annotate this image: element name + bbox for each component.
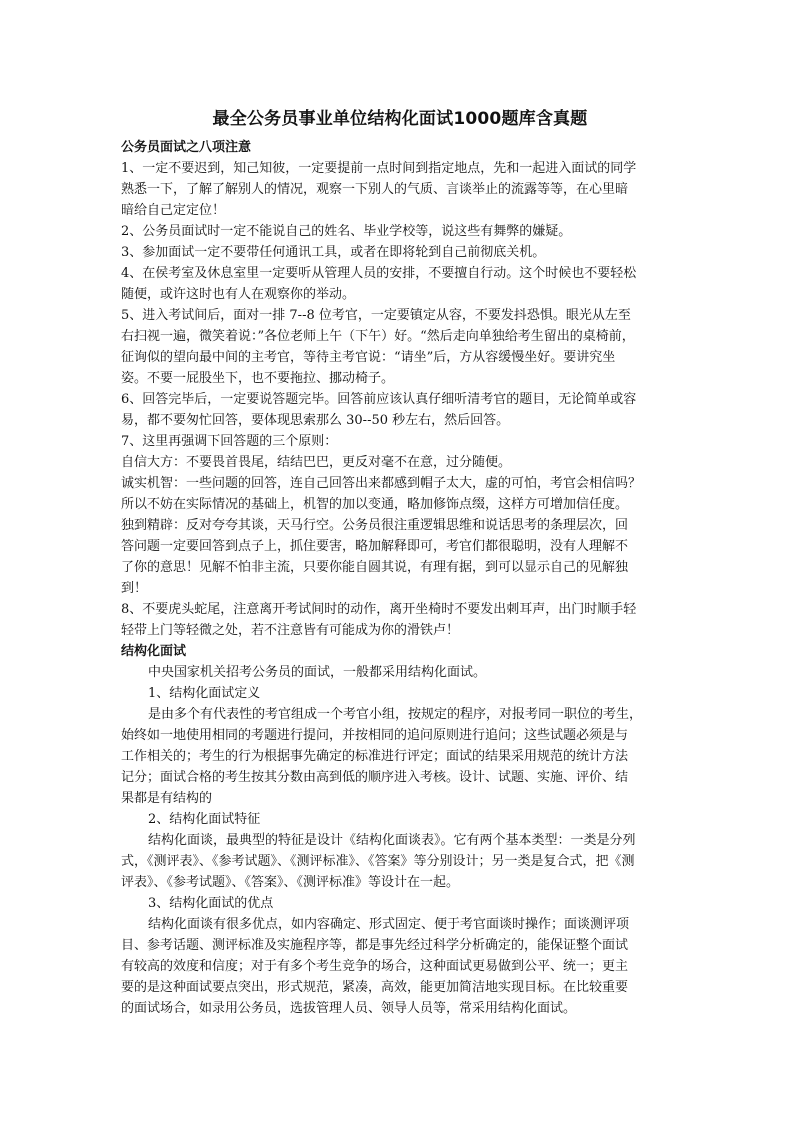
text-line: 4、在侯考室及休息室里一定要听从管理人员的安排，不要擅自行动。这个时候也不要轻松 [121, 266, 637, 281]
text-line: 所以不妨在实际情况的基础上，机智的加以变通，略加修饰点缀，这样方可增加信任度。 [121, 497, 629, 512]
text-line: 5、进入考试间后，面对一排 7--8 位考官，一定要镇定从容，不要发抖恐惧。眼光从左至 [121, 308, 631, 323]
text-line: 7、这里再强调下回答题的三个原则： [121, 434, 338, 449]
text-line: 8、不要虎头蛇尾，注意离开考试间时的动作，离开坐椅时不要发出刺耳声，出门时顺手轻 [121, 602, 637, 617]
text-line: 始终如一地使用相同的考题进行提问，并按相同的追问原则进行追问；这些试题必须是与 [121, 728, 629, 743]
text-line: 是由多个有代表性的考官组成一个考官小组，按规定的程序，对报考同一职位的考生， [148, 707, 643, 722]
section-heading-eight-notes: 公务员面试之八项注意 [121, 140, 252, 155]
text-line: 随便，或许这时也有人在观察你的举动。 [121, 287, 356, 302]
text-line: 易，都不要匆忙回答，要体现思索那么 30--50 秒左右，然后回答。 [121, 413, 510, 428]
text-line: 暗给自己定定位！ [121, 203, 226, 218]
subheading-definition: 1、结构化面试定义 [148, 686, 261, 701]
text-line: 中央国家机关招考公务员的面试，一般都采用结构化面试。 [148, 665, 487, 680]
text-line: 果都是有结构的 [121, 791, 213, 806]
text-line: 要的是这种面试要点突出，形式规范，紧凑，高效，能更加简洁地实现目标。在比较重要 [121, 980, 629, 995]
text-line: 到！ [121, 581, 148, 596]
text-line: 目、参考话题、测评标准及实施程序等，都是事先经过科学分析确定的，能保证整个面试 [121, 938, 629, 953]
subheading-features: 2、结构化面试特征 [148, 812, 261, 827]
text-line: 结构化面谈有很多优点，如内容确定、形式固定、便于考官面谈时操作；面谈测评项 [148, 917, 630, 932]
text-line: 熟悉一下，了解了解别人的情况，观察一下别人的气质、言谈举止的流露等等，在心里暗 [121, 182, 629, 197]
text-line: 评表》、《参考试题》、《答案》、《测评标准》等设计在一起。 [121, 875, 460, 890]
text-line: 2、公务员面试时一定不能说自己的姓名、毕业学校等，说这些有舞弊的嫌疑。 [121, 224, 572, 239]
text-line: 答问题一定要回答到点子上，抓住要害，略加解释即可，考官们都很聪明，没有人理解不 [121, 539, 629, 554]
text-line: 轻带上门等轻微之处，若不注意皆有可能成为你的滑铁卢！ [121, 623, 460, 638]
text-line: 右扫视一遍，微笑着说：”各位老师上午（下午）好。“然后走向单独给考生留出的桌椅前， [121, 329, 635, 344]
section-heading-structured-interview: 结构化面试 [121, 644, 187, 659]
document-title: 最全公务员事业单位结构化面试1000题库含真题 [212, 109, 588, 129]
text-line: 独到精辟：反对夸夸其谈，天马行空。公务员很注重逻辑思维和说话思考的条理层次，回 [121, 518, 629, 533]
text-line: 诚实机智：一些问题的回答，连自己回答出来都感到帽子太大，虚的可怕，考官会相信吗？ [121, 476, 642, 491]
subheading-advantages: 3、结构化面试的优点 [148, 896, 274, 911]
text-line: 记分；面试合格的考生按其分数由高到低的顺序进入考核。设计、试题、实施、评价、结 [121, 770, 629, 785]
text-line: 1、一定不要迟到，知己知彼，一定要提前一点时间到指定地点，先和一起进入面试的同学 [121, 161, 637, 176]
text-line: 的面试场合，如录用公务员，选拔管理人员、领导人员等，常采用结构化面试。 [121, 1001, 577, 1016]
text-line: 了你的意思！见解不怕非主流，只要你能自圆其说，有理有据，到可以显示自己的见解独 [121, 560, 629, 575]
text-line: 6、回答完毕后，一定要说答题完毕。回答前应该认真仔细听清考官的题目，无论简单或容 [121, 392, 637, 407]
text-line: 3、参加面试一定不要带任何通讯工具，或者在即将轮到自己前彻底关机。 [121, 245, 546, 260]
text-line: 有较高的效度和信度；对于有多个考生竞争的场合，这种面试更易做到公平、统一；更主 [121, 959, 629, 974]
text-line: 式，《测评表》、《参考试题》、《测评标准》、《答案》等分别设计；另一类是复合式，把《测 [121, 854, 635, 869]
text-line: 征询似的望向最中间的主考官，等待主考官说：“请坐”后，方从容缓慢坐好。要讲究坐 [121, 350, 616, 365]
text-line: 工作相关的；考生的行为根据事先确定的标准进行评定；面试的结果采用规范的统计方法 [121, 749, 629, 764]
text-line: 结构化面谈，最典型的特征是设计《结构化面谈表》。它有两个基本类型：一类是分列 [148, 833, 636, 848]
text-line: 自信大方：不要畏首畏尾，结结巴巴，更反对毫不在意，过分随便。 [121, 455, 512, 470]
text-line: 姿。不要一屁股坐下，也不要拖拉、挪动椅子。 [121, 371, 395, 386]
